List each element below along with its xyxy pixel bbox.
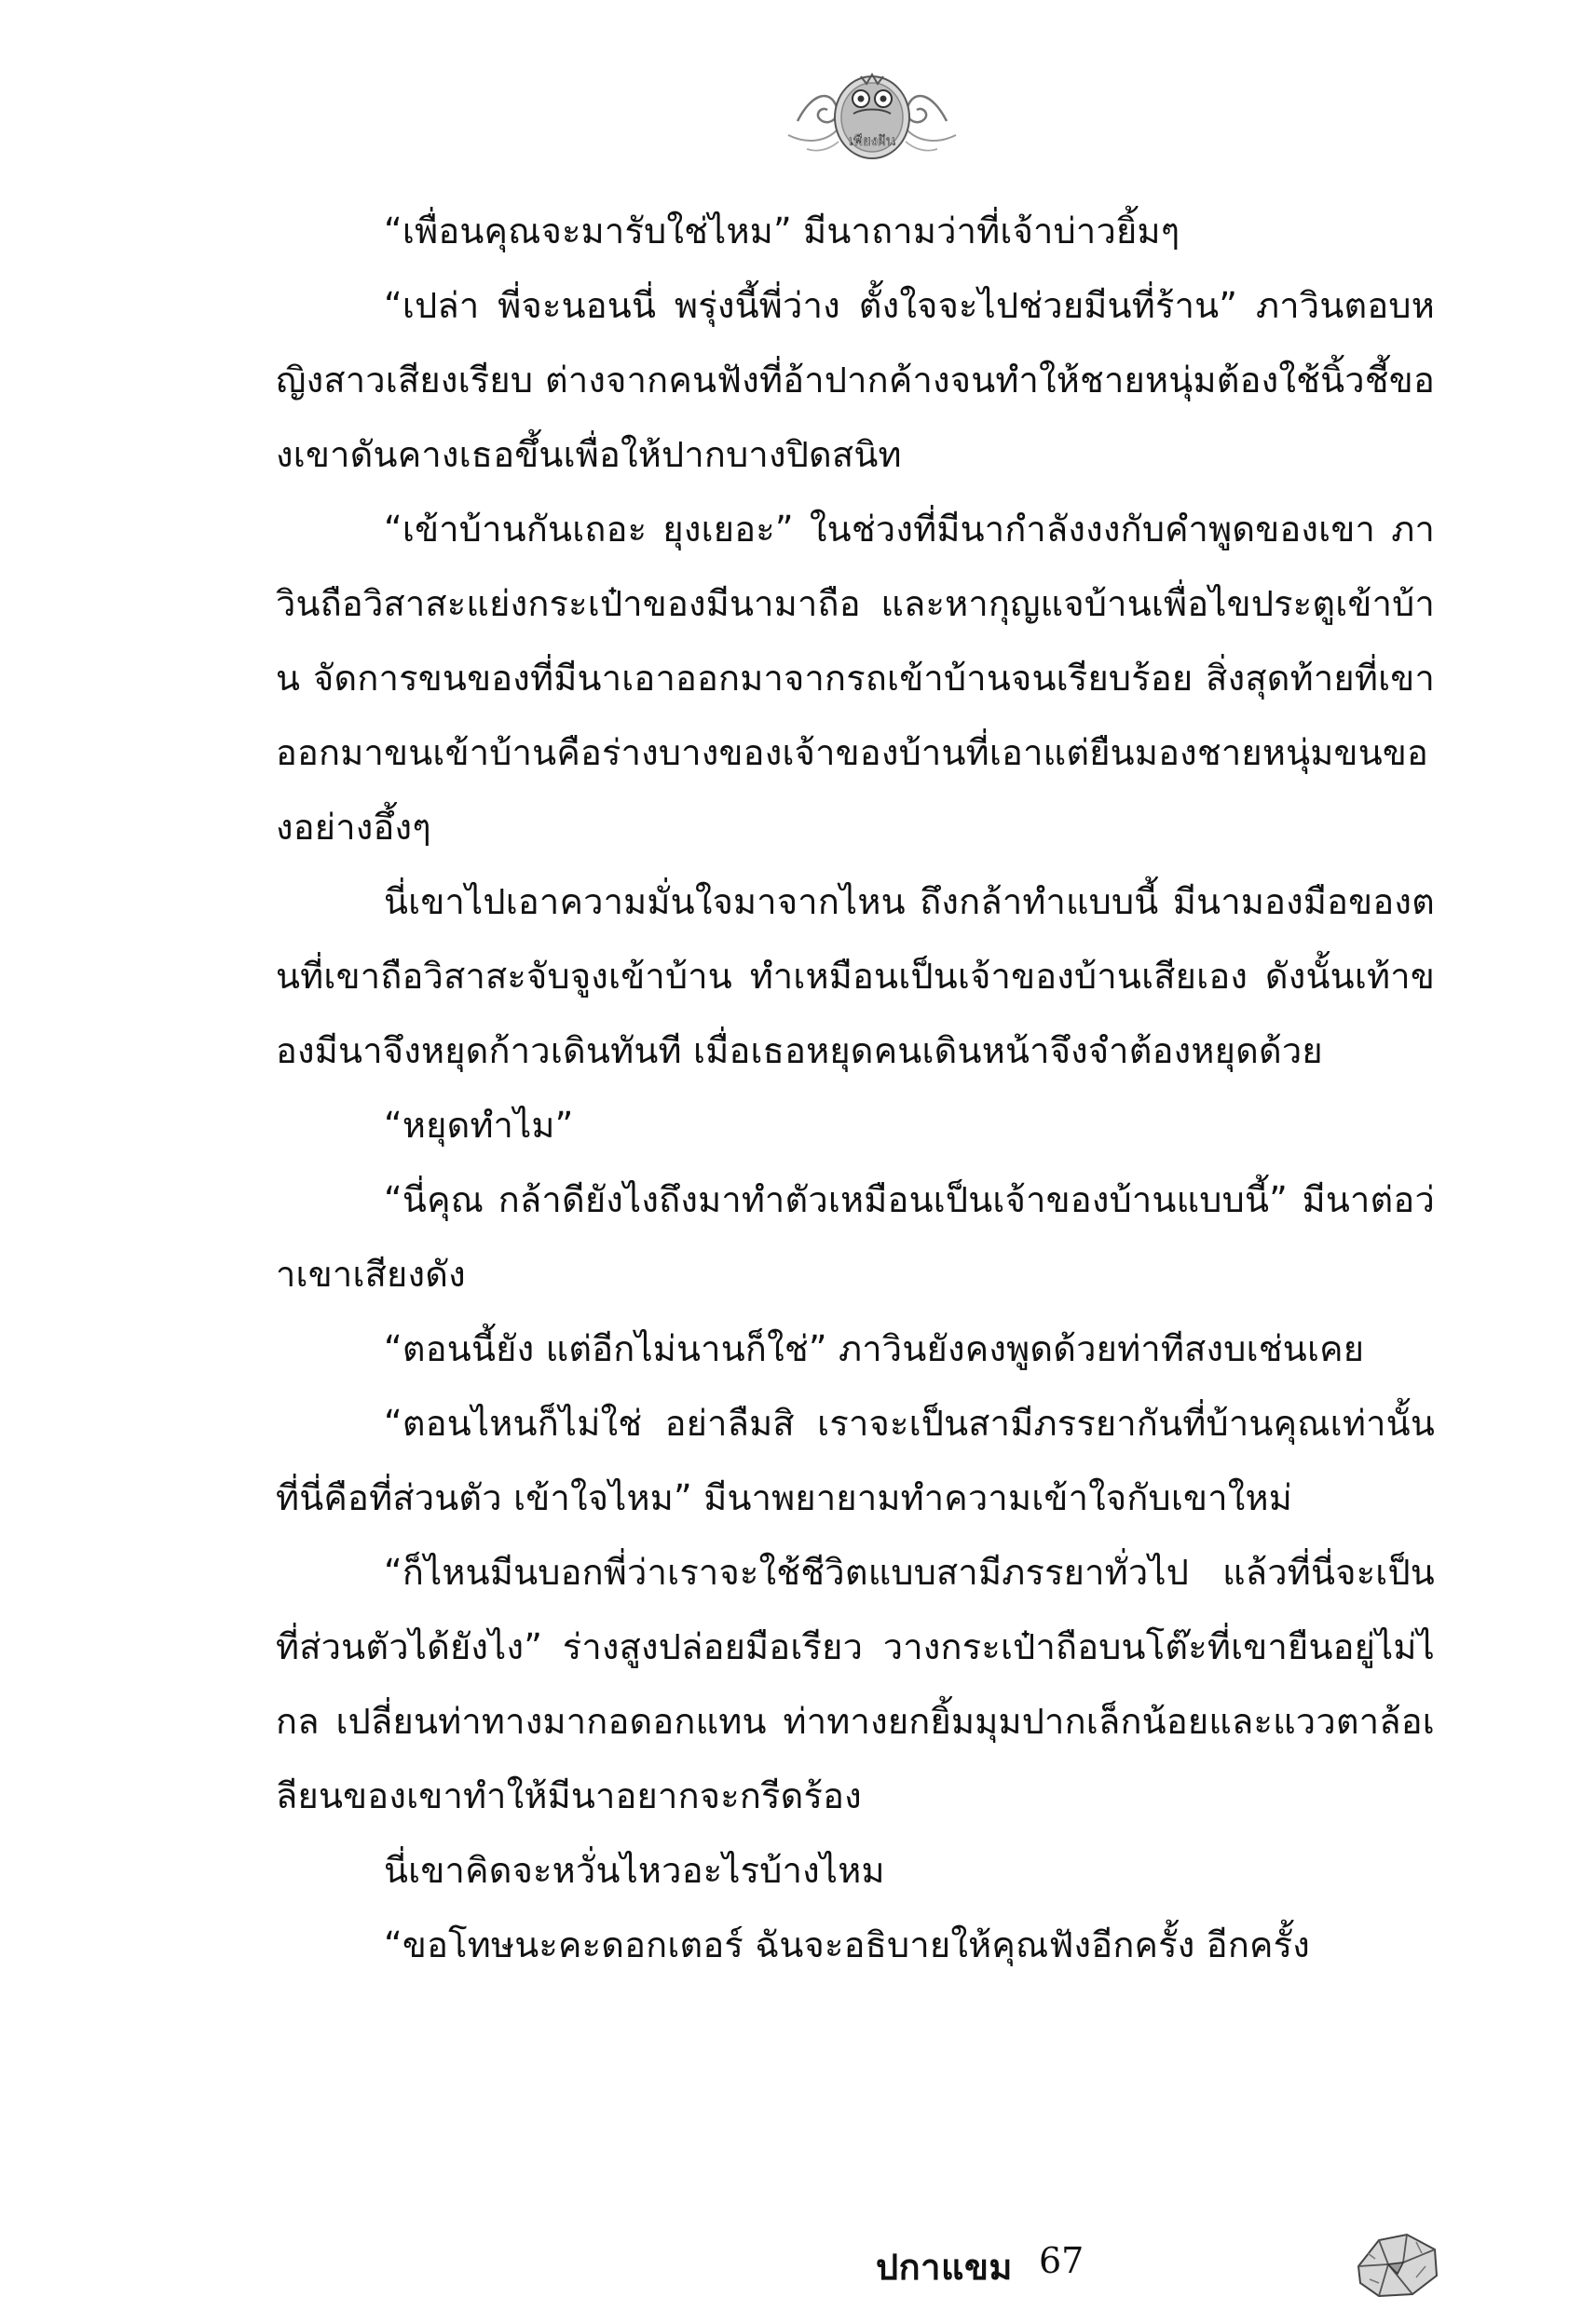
paragraph-3: “เข้าบ้านกันเถอะ ยุงเยอะ” ในช่วงที่มีนากำลังงงกับคำพูดของเขา ภาวินถือวิสาสะแย่งกระเป๋าของมีนามาถือ และหากุญแจบ้านเพื่อไขประตูเข้าบ้าน จัดการขนของที่มีนาเอาออกมาจากรถเข้าบ้านจนเรียบร้อย สิ่งสุดท้ายที่เขาออกมาขนเข้าบ้านคือร่างบางของเจ้าของบ้านที่เอาแต่ยืนมองชายหนุ่มขนของอย่างอึ้งๆ — [276, 509, 1435, 848]
footer-ornament — [1351, 2222, 1444, 2305]
header-ornament-icon — [779, 56, 965, 177]
paragraph-4: นี่เขาไปเอาความมั่นใจมาจากไหน ถึงกล้าทำแบบนี้ มีนามองมือของตนที่เขาถือวิสาสะจับจูงเข้าบ้าน ทำเหมือนเป็นเจ้าของบ้านเสียเอง ดังนั้นเท้าของมีนาจึงหยุดก้าวเดินทันที เมื่อเธอหยุดคนเดินหน้าจึงจำต้องหยุดด้วย — [276, 881, 1435, 1071]
paragraph-9: “ก็ไหนมีนบอกพี่ว่าเราจะใช้ชีวิตแบบสามีภรรยาทั่วไป แล้วที่นี่จะเป็นที่ส่วนตัวได้ยังไง” ร่างสูงปล่อยมือเรียว วางกระเป๋าถือบนโต๊ะที่เขายืนอยู่ไม่ไกล เปลี่ยนท่าทางมากอดอกแทน ท่าทางยกยิ้มมุมปากเล็กน้อยและแววตาล้อเลียนของเขาทำให้มีนาอยากจะกรีดร้อง — [276, 1552, 1435, 1816]
footer-page-number: 67 — [1039, 2240, 1084, 2281]
page-footer — [876, 2222, 1453, 2324]
paragraph-7: “ตอนนี้ยัง แต่อีกไม่นานก็ใช่” ภาวินยังคงพูดด้วยท่าทีสงบเช่นเคย — [384, 1328, 1365, 1369]
paragraph-10: นี่เขาคิดจะหวั่นไหวอะไรบ้างไหม — [384, 1850, 885, 1891]
paragraph-11: “ขอโทษนะคะดอกเตอร์ ฉันจะอธิบายให้คุณฟังอีกครั้ง อีกครั้ง — [384, 1924, 1311, 1965]
footer-book-title: ปกาแขม — [876, 2247, 1013, 2288]
paragraph-6: “นี่คุณ กล้าดียังไงถึงมาทำตัวเหมือนเป็นเจ้าของบ้านแบบนี้” มีนาต่อว่าเขาเสียงดัง — [276, 1179, 1435, 1295]
paragraph-1: “เพื่อนคุณจะมารับใช่ไหม” มีนาถามว่าที่เจ้าบ่าวยิ้มๆ — [384, 211, 1180, 251]
header-logo — [779, 56, 965, 177]
paragraph-5: “หยุดทำไม” — [384, 1105, 574, 1146]
fabric-bundle-icon — [1351, 2222, 1444, 2305]
header-logo-text: เพียงฝัน — [848, 132, 896, 149]
paragraph-8: “ตอนไหนก็ไม่ใช่ อย่าลืมสิ เราจะเป็นสามีภรรยากันที่บ้านคุณเท่านั้น ที่นี่คือที่ส่วนตัว เข้าใจไหม” มีนาพยายามทำความเข้าใจกับเขาใหม่ — [276, 1403, 1435, 1518]
paragraph-2: “เปล่า พี่จะนอนนี่ พรุ่งนี้พี่ว่าง ตั้งใจจะไปช่วยมีนที่ร้าน” ภาวินตอบหญิงสาวเสียงเรียบ ต่างจากคนฟังที่อ้าปากค้างจนทำให้ชายหนุ่มต้องใช้นิ้วชี้ของเขาดันคางเธอขึ้นเพื่อให้ปากบางปิดสนิท — [276, 285, 1435, 475]
body-text — [276, 194, 1435, 1982]
